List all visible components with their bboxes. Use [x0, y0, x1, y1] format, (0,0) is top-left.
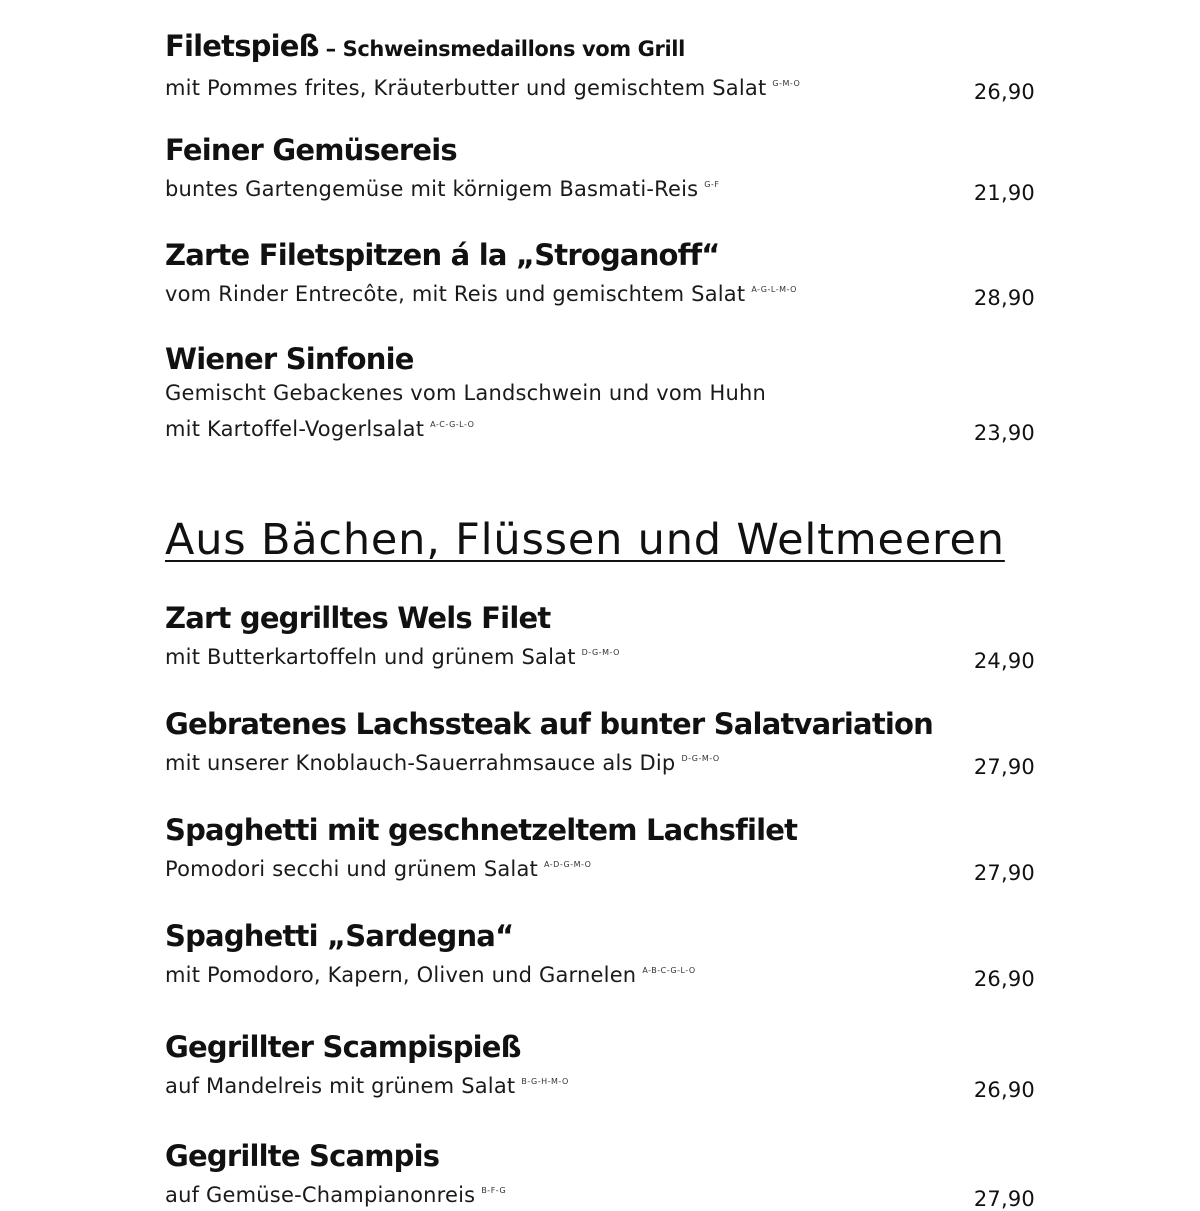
section-title: Aus Bächen, Flüssen und Weltmeeren — [165, 515, 1005, 565]
allergen-codes: D-G-M-O — [581, 648, 620, 657]
dish-price: 24,90 — [973, 649, 1035, 673]
menu-item — [165, 917, 1035, 991]
dish-name: Zart gegrilltes Wels Filet — [165, 601, 551, 635]
menu-item — [165, 705, 1035, 779]
dish-price: 21,90 — [973, 181, 1035, 205]
dish-price: 26,90 — [973, 967, 1035, 991]
dish-price: 23,90 — [973, 421, 1035, 445]
allergen-codes: G-F — [704, 180, 720, 189]
dish-name: Zarte Filetspitzen á la „Stroganoff“ — [165, 238, 720, 272]
dish-name: Spaghetti „Sardegna“ — [165, 919, 514, 953]
menu-page — [165, 0, 1035, 1211]
allergen-codes: A-C-G-L-O — [430, 420, 475, 429]
dish-description: Pomodori secchi und grünem Salat $^{A-D-G-M-O}$ — [165, 857, 592, 881]
menu-item — [165, 1028, 1035, 1102]
allergen-codes: A-D-G-M-O — [543, 860, 592, 869]
menu-item — [165, 27, 1035, 104]
dish-name: Feiner Gemüsereis — [165, 133, 457, 167]
dish-name: Gegrillter Scampispieß — [165, 1030, 521, 1064]
menu-item — [165, 599, 1035, 673]
allergen-codes: A-B-C-G-L-O — [642, 966, 696, 975]
dish-description: auf Gemüse-Champianonreis $^{B-F-G}$ — [165, 1183, 507, 1207]
dish-name: Wiener Sinfonie — [165, 342, 414, 376]
dish-name: Filetspieß – Schweinsmedaillons vom Grill — [165, 29, 685, 63]
dish-description: mit Pomodoro, Kapern, Oliven und Garnelen $^{A-B-C-G-L-O}$ — [165, 963, 696, 987]
menu-item — [165, 340, 1035, 445]
allergen-codes: A-G-L-M-O — [751, 285, 797, 294]
dish-description: vom Rinder Entrecôte, mit Reis und gemischtem Salat $^{A-G-L-M-O}$ — [165, 282, 797, 306]
dish-name: Gegrillte Scampis — [165, 1139, 440, 1173]
dish-name: Gebratenes Lachssteak auf bunter Salatvariation — [165, 707, 933, 741]
dish-description: Gemischt Gebackenes vom Landschwein und vom Huhn — [165, 381, 766, 405]
dish-description: mit Pommes frites, Kräuterbutter und gemischtem Salat $^{G-M-O}$ — [165, 76, 801, 100]
dish-subtitle: – Schweinsmedaillons vom Grill — [318, 37, 685, 61]
menu-item — [165, 131, 1035, 205]
dish-price: 28,90 — [973, 286, 1035, 310]
allergen-codes: D-G-M-O — [681, 754, 720, 763]
dish-description: mit Butterkartoffeln und grünem Salat $^{D-G-M-O}$ — [165, 645, 620, 669]
dish-description: mit Kartoffel-Vogerlsalat $^{A-C-G-L-O}$ — [165, 417, 475, 441]
allergen-codes: G-M-O — [772, 79, 801, 88]
dish-description: buntes Gartengemüse mit körnigem Basmati-Reis $^{G-F}$ — [165, 177, 720, 201]
allergen-codes: B-F-G — [481, 1186, 507, 1195]
dish-price: 27,90 — [973, 861, 1035, 885]
dish-price: 26,90 — [973, 1078, 1035, 1102]
dish-description: mit unserer Knoblauch-Sauerrahmsauce als Dip $^{D-G-M-O}$ — [165, 751, 720, 775]
dish-price: 26,90 — [973, 80, 1035, 104]
dish-name: Spaghetti mit geschnetzeltem Lachsfilet — [165, 813, 798, 847]
allergen-codes: B-G-H-M-O — [521, 1077, 569, 1086]
dish-price: 27,90 — [973, 1187, 1035, 1211]
dish-price: 27,90 — [973, 755, 1035, 779]
menu-item — [165, 811, 1035, 885]
menu-item — [165, 236, 1035, 310]
dish-description: auf Mandelreis mit grünem Salat $^{B-G-H-M-O}$ — [165, 1074, 569, 1098]
